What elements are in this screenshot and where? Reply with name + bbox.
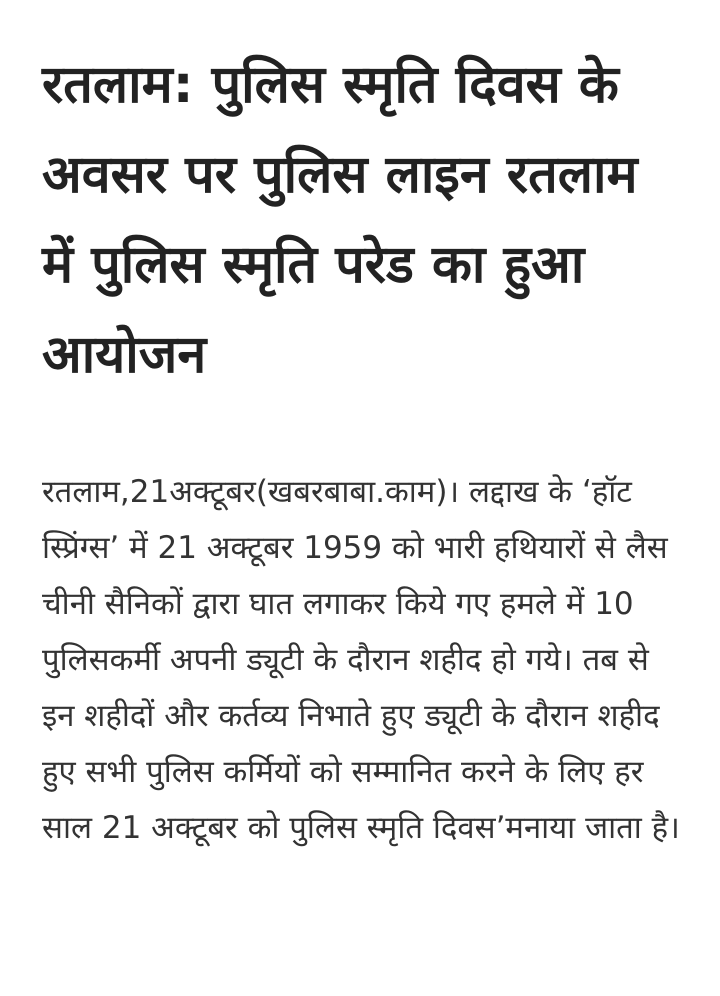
article-headline: रतलाम: पुलिस स्मृति दिवस के अवसर पर पुलिस लाइन रतलाम में पुलिस स्मृति परेड का हुआ आयोजन (42, 55, 638, 385)
article-body: रतलाम,21अक्टूबर(खबरबाबा.काम)। लद्दाख के ‘हॉट स्प्रिंग्स’ में 21 अक्टूबर 1959 को भारी हथियारों से लैस चीनी सैनिकों द्वारा घात लगाकर किये गए हमले में 10 पुलिसकर्मी अपनी ड्यूटी के दौरान शहीद हो गये। तब से इन शहीदों और कर्तव्य निभाते हुए ड्यूटी के दौरान शहीद हुए सभी पुलिस कर्मियों को सम्मानित करने के लिए हर साल 21 अक्टूबर को पुलिस स्मृति दिवस’मनाया जाता है। (42, 474, 680, 846)
